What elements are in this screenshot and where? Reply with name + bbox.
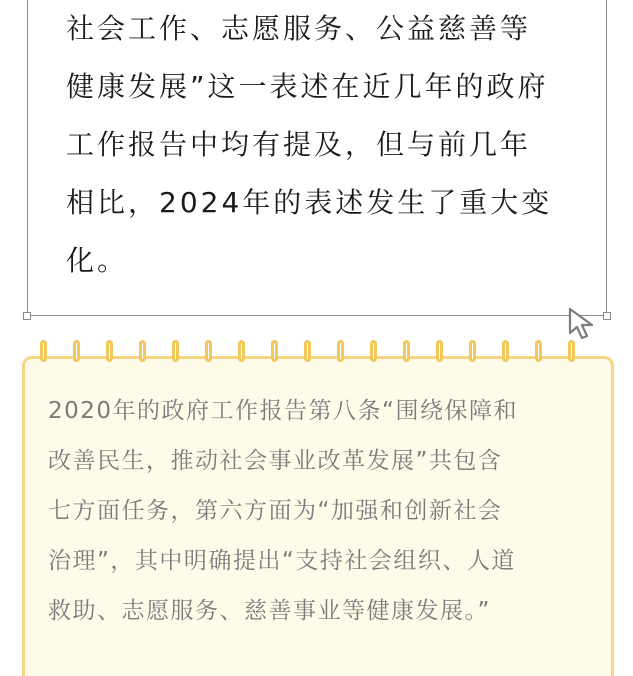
ring-icon (469, 340, 476, 362)
ring-icon (139, 340, 146, 362)
quote-line: 工作报告中均有提及，但与前几年 (66, 128, 532, 161)
ring-icon (238, 340, 245, 362)
quote-line: 健康发展”这一表述在近几年的政府 (66, 70, 549, 103)
ring-icon (172, 340, 179, 362)
ring-icon (205, 340, 212, 362)
ring-icon (502, 340, 509, 362)
ring-icon (403, 340, 410, 362)
ring-icon (271, 340, 278, 362)
cursor-arrow-icon (566, 306, 602, 342)
ring-icon (40, 340, 47, 362)
ring-icon (436, 340, 443, 362)
note-paragraph (48, 386, 608, 636)
note-line: 改善民生，推动社会事业改革发展”共包含 (48, 448, 503, 474)
ring-icon (568, 340, 575, 362)
quote-line: 相比，2024年的表述发生了重大变 (66, 186, 553, 219)
ring-icon (535, 340, 542, 362)
ring-icon (106, 340, 113, 362)
ring-icon (370, 340, 377, 362)
ring-icon (337, 340, 344, 362)
ring-icon (73, 340, 80, 362)
resize-handle-right[interactable] (603, 312, 611, 320)
resize-handle-left[interactable] (23, 312, 31, 320)
ring-icon (304, 340, 311, 362)
notepad-rings (40, 340, 600, 368)
quote-line: 化。 (66, 244, 129, 277)
note-line: 2020年的政府工作报告第八条“围绕保障和 (48, 398, 518, 424)
note-line: 救助、志愿服务、慈善事业等健康发展。” (48, 598, 491, 624)
quote-paragraph (66, 0, 586, 290)
note-line: 七方面任务，第六方面为“加强和创新社会 (48, 498, 503, 524)
note-line: 治理”，其中明确提出“支持社会组织、人道 (48, 548, 516, 574)
quote-line: 社会工作、志愿服务、公益慈善等 (66, 12, 532, 45)
